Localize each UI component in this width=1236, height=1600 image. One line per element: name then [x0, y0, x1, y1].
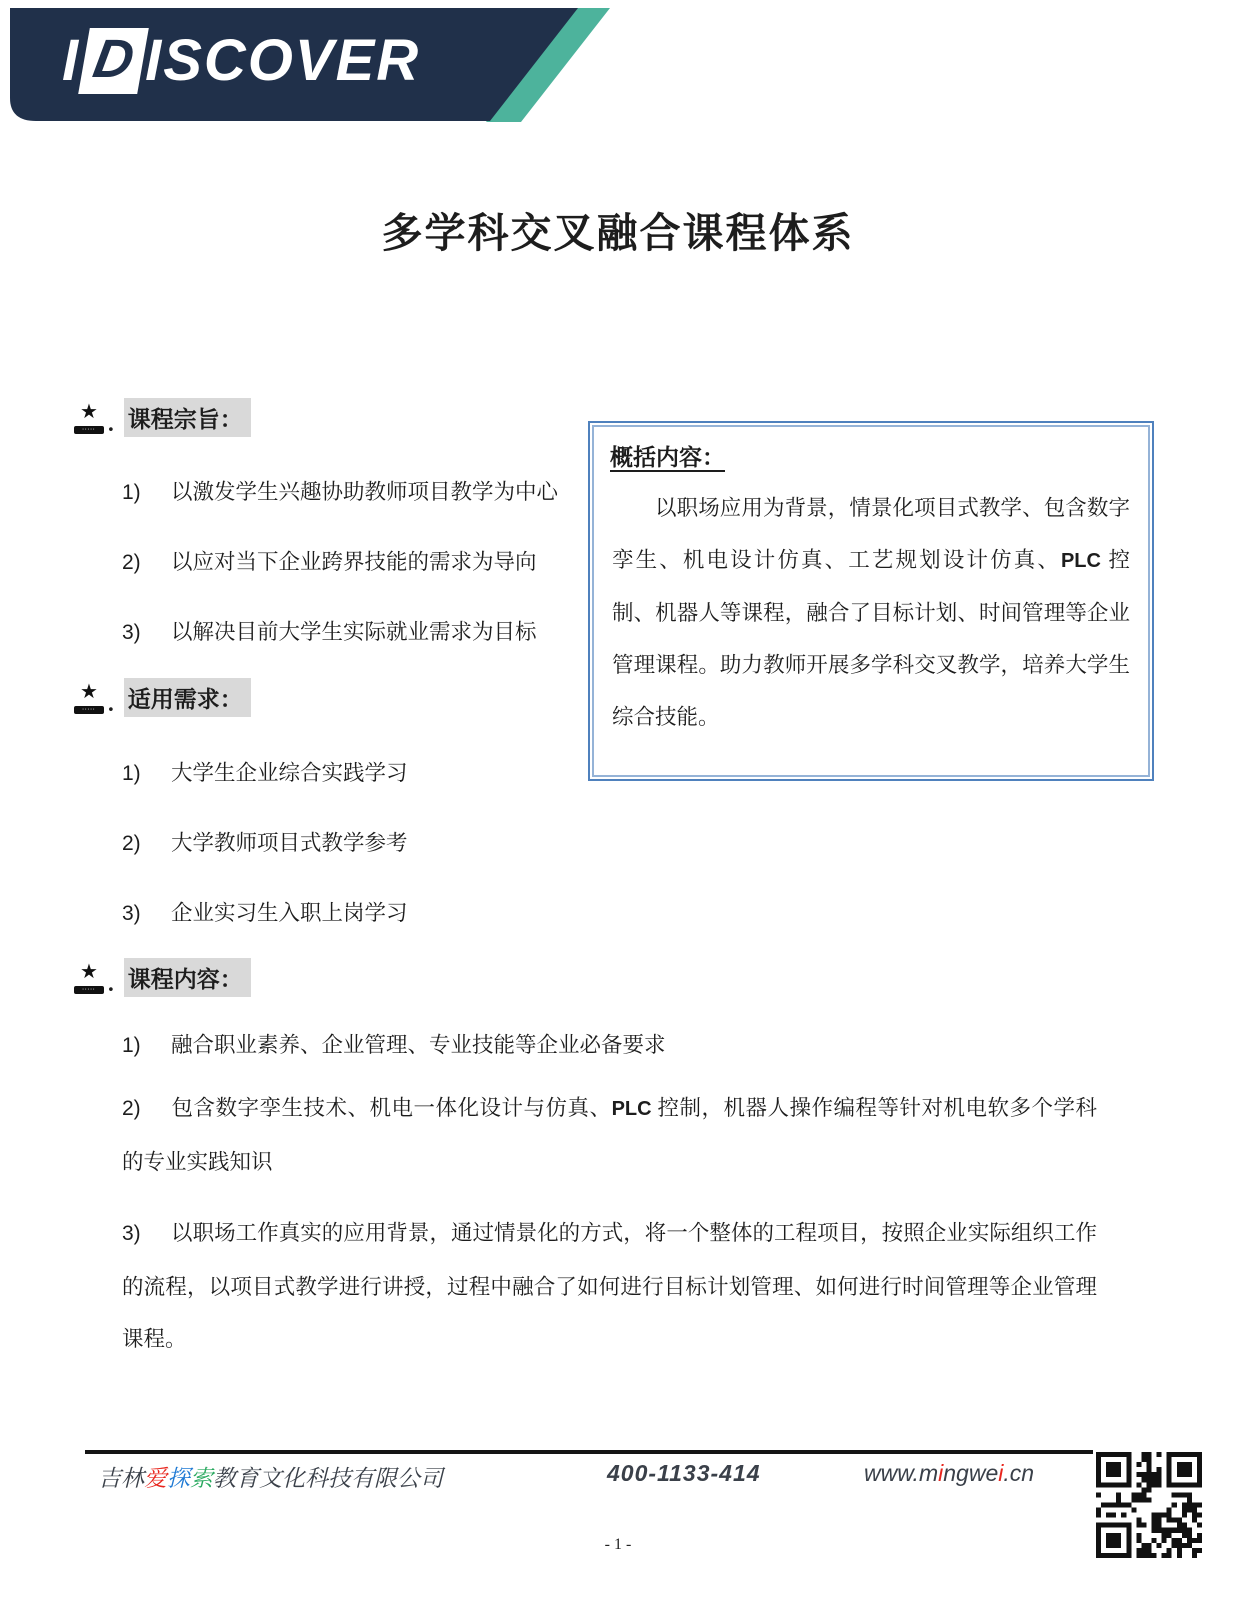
item-text: 融合职业素养、企业管理、专业技能等企业必备要求: [171, 1033, 666, 1057]
item-text: 企业实习生入职上岗学习: [171, 901, 408, 925]
bullet-dot: .: [108, 411, 114, 436]
item-marker: 3): [122, 1222, 141, 1245]
item-text: 以应对当下企业跨界技能的需求为导向: [171, 550, 537, 574]
item-text: 大学生企业综合实践学习: [171, 761, 408, 785]
item-marker: 1): [122, 762, 141, 785]
bullet-dot: .: [108, 691, 114, 716]
section-heading-course-purpose: [74, 398, 251, 437]
list-item: [122, 1082, 1097, 1188]
footer-company-name: 吉林爱探索教育文化科技有限公司: [98, 1465, 443, 1491]
footer-divider: [85, 1450, 1093, 1454]
footer-website: www.mingwei.cn: [864, 1460, 1035, 1486]
list-item: [122, 1030, 1112, 1061]
item-marker: 1): [122, 1034, 141, 1057]
item-text: 包含数字孪生技术、机电一体化设计与仿真、PLC 控制，机器人操作编程等针对机电软多个学科的专业实践知识: [122, 1096, 1097, 1174]
item-marker: 3): [122, 621, 141, 644]
item-marker: 2): [122, 1097, 141, 1120]
brand-letter-d: D: [89, 29, 139, 89]
item-text: 大学教师项目式教学参考: [171, 831, 408, 855]
item-marker: 2): [122, 832, 141, 855]
section-heading-applicable-needs: [74, 678, 251, 717]
footer-phone-number: 400-1133-414: [607, 1460, 761, 1486]
section-heading-course-content: [74, 958, 251, 997]
item-text: 以激发学生兴趣协助教师项目教学为中心: [171, 480, 559, 504]
page-number: - 1 -: [604, 1536, 632, 1553]
item-text: 以解决目前大学生实际就业需求为目标: [171, 620, 537, 644]
star-badge-icon: ★ ·····: [74, 685, 106, 717]
list-item: [122, 828, 1112, 859]
brand-text: ISCOVER: [145, 28, 421, 93]
brand-logo: [62, 28, 420, 94]
star-badge-icon: ★ ·····: [74, 405, 106, 437]
item-marker: 3): [122, 902, 141, 925]
list-item: [122, 898, 1112, 929]
list-item: [122, 1207, 1097, 1366]
section-heading-label: 适用需求：: [124, 678, 251, 717]
bullet-dot: .: [108, 971, 114, 996]
page-title: 多学科交叉融合课程体系: [381, 210, 855, 256]
brand-letter-i: I: [62, 28, 79, 93]
section-heading-label: 课程内容：: [124, 958, 251, 997]
header-banner: [0, 0, 1236, 130]
section-heading-label: 课程宗旨：: [124, 398, 251, 437]
star-badge-icon: ★ ·····: [74, 965, 106, 997]
brand-d-box: [78, 28, 149, 94]
summary-box-heading: 概括内容：: [610, 445, 725, 470]
footer: [0, 1460, 1236, 1500]
summary-box-text: 以职场应用为背景，情景化项目式教学、包含数字孪生、机电设计仿真、工艺规划设计仿真、PLC 控制、机器人等课程，融合了目标计划、时间管理等企业管理课程。助力教师开展多学科交叉教学，培养大学生综合技能。: [612, 496, 1130, 729]
item-marker: 1): [122, 481, 141, 504]
item-text: 以职场工作真实的应用背景，通过情景化的方式，将一个整体的工程项目，按照企业实际组织工作的流程，以项目式教学进行讲授，过程中融合了如何进行目标计划管理、如何进行时间管理等企业管理课程。: [122, 1221, 1097, 1351]
summary-box: [588, 421, 1154, 781]
item-marker: 2): [122, 551, 141, 574]
